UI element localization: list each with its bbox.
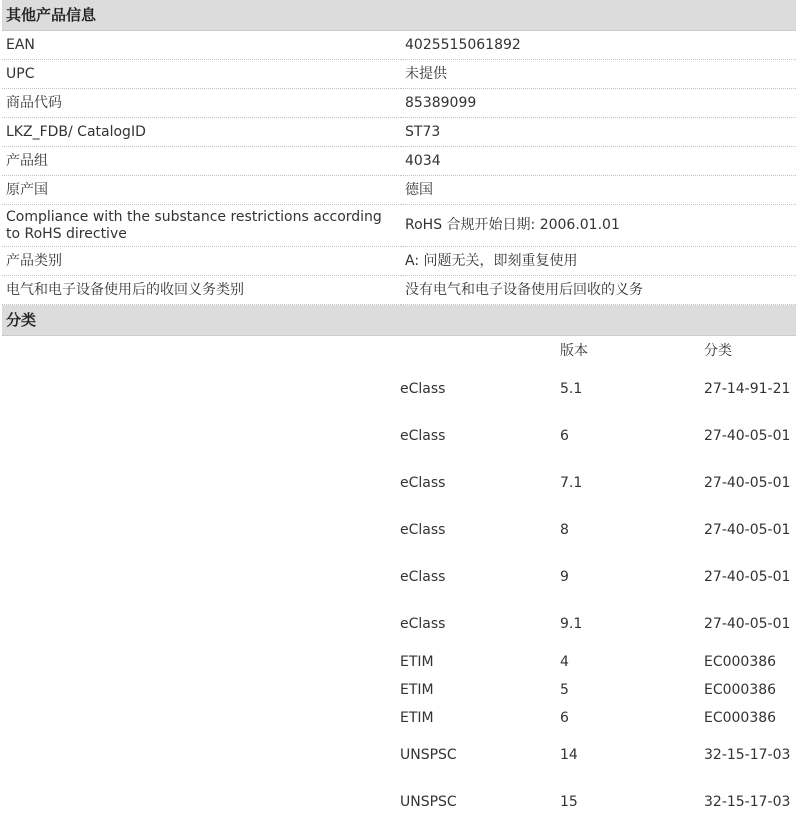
table-row [2,601,796,648]
info-label: UPC [2,60,401,89]
table-row [2,779,796,826]
info-row-upc [2,60,796,89]
classification-table [2,336,796,826]
class-cell: 32-15-17-03 [704,747,791,763]
info-label: Compliance with the substance restrictions according to RoHS directive [2,205,401,247]
class-cell: 27-40-05-01 [704,428,791,444]
info-value: 4034 [401,147,796,176]
system-cell: eClass [400,428,446,444]
system-cell: eClass [400,616,446,632]
info-value: A: 问题无关，即刻重复使用 [401,247,796,276]
table-row [2,413,796,460]
info-value: 未提供 [401,60,796,89]
spacer-cell [2,676,396,704]
class-col-header: 分类 [704,342,732,359]
system-cell: eClass [400,569,446,585]
info-row-product-group [2,147,796,176]
class-cell: 27-40-05-01 [704,475,791,491]
system-cell: eClass [400,522,446,538]
version-cell: 7.1 [560,475,583,491]
table-row [2,732,796,779]
info-value: ST73 [401,118,796,147]
info-value: 4025515061892 [401,31,796,60]
info-label: EAN [2,31,401,60]
version-cell: 8 [560,522,569,538]
spacer-cell [2,366,396,413]
table-row [2,366,796,413]
table-row [2,704,796,732]
info-value: 德国 [401,176,796,205]
spacer-cell [2,732,396,779]
class-cell: 32-15-17-03 [704,794,791,810]
info-row-weee-category [2,276,796,305]
spacer-cell [2,704,396,732]
class-cell: 27-40-05-01 [704,522,791,538]
class-cell: EC000386 [704,709,777,726]
info-label: 电气和电子设备使用后的收回义务类别 [2,276,401,305]
system-cell: eClass [400,381,446,397]
table-row [2,676,796,704]
table-row [2,507,796,554]
info-row-product-category [2,247,796,276]
version-cell: 5.1 [560,381,583,397]
class-cell: 27-40-05-01 [704,569,791,585]
system-col-header [396,336,556,366]
other-info-heading: 其他产品信息 [2,0,796,31]
version-cell: 15 [560,794,578,810]
info-row-rohs [2,205,796,247]
class-cell: 27-14-91-21 [704,381,791,397]
table-row [2,554,796,601]
spacer-cell [2,779,396,826]
version-cell: 6 [560,709,569,726]
info-label: 产品类别 [2,247,401,276]
spacer-cell [2,460,396,507]
info-value: 没有电气和电子设备使用后回收的义务 [401,276,796,305]
version-col-header: 版本 [560,342,588,359]
class-cell: EC000386 [704,653,777,670]
system-cell: UNSPSC [400,747,457,763]
version-cell: 4 [560,653,569,670]
spacer-cell [2,601,396,648]
table-row [2,460,796,507]
info-row-ean [2,31,796,60]
info-value: RoHS 合规开始日期: 2006.01.01 [401,205,796,247]
system-cell: UNSPSC [400,794,457,810]
version-cell: 5 [560,681,569,698]
info-row-commodity-code [2,89,796,118]
system-cell: ETIM [400,653,434,670]
version-cell: 9 [560,569,569,585]
info-row-catalog-id [2,118,796,147]
classification-heading: 分类 [2,305,796,336]
spacer-cell [2,507,396,554]
classification-header-row [2,336,796,366]
product-info-panel [2,0,796,826]
info-label: 原产国 [2,176,401,205]
table-row [2,648,796,676]
class-cell: EC000386 [704,681,777,698]
spacer-cell [2,554,396,601]
spacer-cell [2,648,396,676]
spacer-cell [2,336,396,366]
info-label: 商品代码 [2,89,401,118]
other-info-table [2,31,796,305]
version-cell: 9.1 [560,616,583,632]
info-label: LKZ_FDB/ CatalogID [2,118,401,147]
system-cell: ETIM [400,709,434,726]
system-cell: eClass [400,475,446,491]
version-cell: 6 [560,428,569,444]
spacer-cell [2,413,396,460]
version-cell: 14 [560,747,578,763]
system-cell: ETIM [400,681,434,698]
class-cell: 27-40-05-01 [704,616,791,632]
info-value: 85389099 [401,89,796,118]
info-label: 产品组 [2,147,401,176]
info-row-country-of-origin [2,176,796,205]
